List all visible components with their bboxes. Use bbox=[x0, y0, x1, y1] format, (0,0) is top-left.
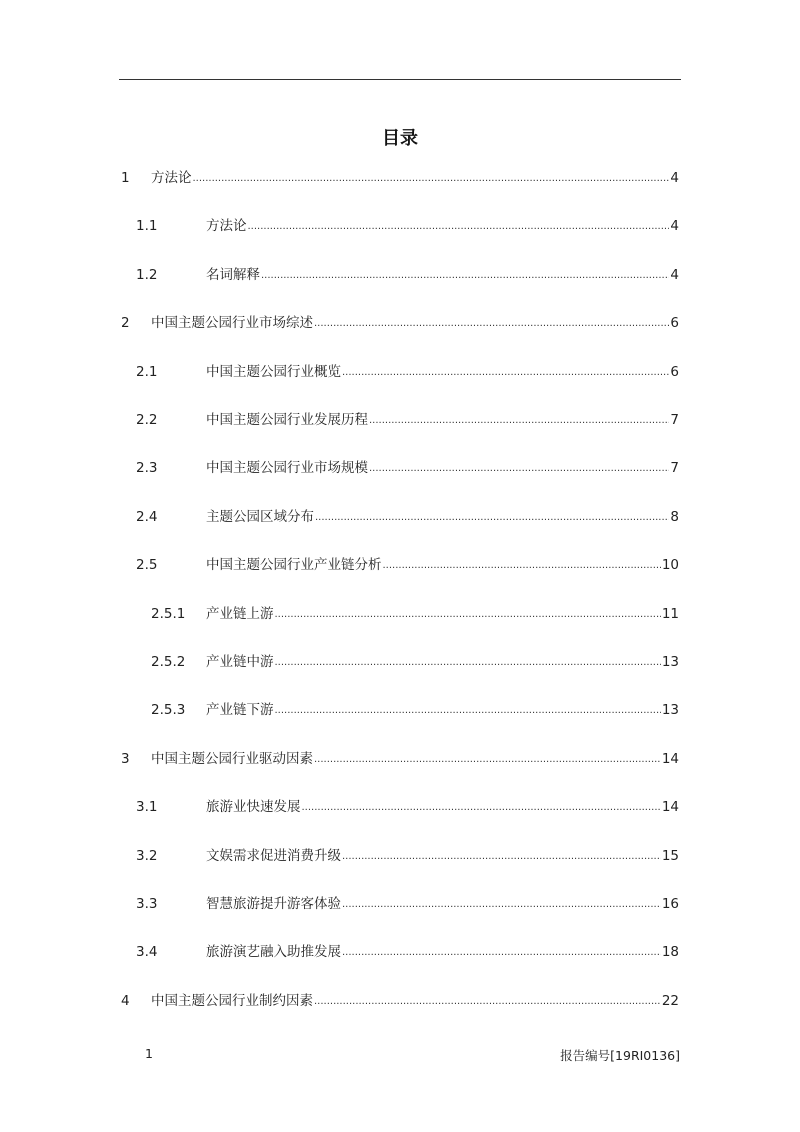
toc-entry[interactable] bbox=[136, 797, 679, 817]
toc-entry-title: 名词解释 bbox=[206, 267, 260, 283]
toc-entry[interactable] bbox=[136, 216, 679, 236]
toc-entry-title: 主题公园区域分布 bbox=[206, 509, 314, 525]
toc-dot-leader bbox=[342, 847, 661, 867]
toc-entry-title: 方法论 bbox=[206, 218, 247, 234]
toc-dot-leader bbox=[369, 459, 669, 479]
toc-entry-title: 产业链下游 bbox=[206, 702, 274, 718]
toc-entry-page: 8 bbox=[670, 509, 679, 525]
toc-entry[interactable] bbox=[136, 942, 679, 962]
toc-entry-title: 中国主题公园行业市场综述 bbox=[151, 315, 313, 331]
toc-entry-page: 4 bbox=[670, 267, 679, 283]
toc-entry[interactable] bbox=[151, 604, 679, 624]
toc-dot-leader bbox=[193, 169, 670, 189]
toc-entry-title: 中国主题公园行业发展历程 bbox=[206, 412, 368, 428]
toc-entry-number: 2.3 bbox=[136, 460, 158, 476]
toc-entry-page: 14 bbox=[661, 751, 679, 767]
toc-entry-number: 4 bbox=[121, 993, 130, 1009]
toc-dot-leader bbox=[369, 411, 669, 431]
toc-entry[interactable] bbox=[136, 410, 679, 430]
toc-entry-page: 6 bbox=[670, 364, 679, 380]
toc-entry-page: 7 bbox=[670, 460, 679, 476]
toc-entry-page: 7 bbox=[670, 412, 679, 428]
toc-entry-number: 2.1 bbox=[136, 364, 158, 380]
page-title: 目录 bbox=[382, 128, 418, 149]
toc-entry[interactable] bbox=[136, 555, 679, 575]
toc-entry[interactable] bbox=[121, 313, 679, 333]
toc-dot-leader bbox=[314, 750, 661, 770]
toc-entry-page: 10 bbox=[661, 557, 679, 573]
toc-entry-number: 2.4 bbox=[136, 509, 158, 525]
footer-page-number: 1 bbox=[145, 1046, 153, 1061]
toc-entry-title: 中国主题公园行业概览 bbox=[206, 364, 341, 380]
toc-entry-page: 13 bbox=[661, 702, 679, 718]
toc-entry[interactable] bbox=[136, 894, 679, 914]
toc-entry-number: 2.5.3 bbox=[151, 702, 186, 718]
toc-entry-page: 4 bbox=[670, 170, 679, 186]
header-rule bbox=[119, 79, 681, 80]
toc-dot-leader bbox=[275, 701, 661, 721]
toc-entry-page: 22 bbox=[661, 993, 679, 1009]
toc-dot-leader bbox=[314, 992, 661, 1012]
toc-entry-number: 2.5 bbox=[136, 557, 158, 573]
toc-entry-title: 产业链中游 bbox=[206, 654, 274, 670]
toc-dot-leader bbox=[342, 895, 661, 915]
toc-entry[interactable] bbox=[121, 749, 679, 769]
toc-dot-leader bbox=[261, 266, 669, 286]
toc-entry-page: 11 bbox=[661, 606, 679, 622]
toc-entry-page: 18 bbox=[661, 944, 679, 960]
toc-dot-leader bbox=[275, 605, 661, 625]
toc-entry-number: 2.5.2 bbox=[151, 654, 186, 670]
toc-entry[interactable] bbox=[136, 362, 679, 382]
toc-entry-number: 2 bbox=[121, 315, 130, 331]
toc-entry-title: 中国主题公园行业市场规模 bbox=[206, 460, 368, 476]
toc-entry-number: 1.2 bbox=[136, 267, 158, 283]
toc-entry-title: 方法论 bbox=[151, 170, 192, 186]
toc-entry[interactable] bbox=[136, 846, 679, 866]
toc-dot-leader bbox=[342, 363, 669, 383]
toc-entry-title: 旅游业快速发展 bbox=[206, 799, 301, 815]
toc-entry-page: 13 bbox=[661, 654, 679, 670]
toc-entry-page: 15 bbox=[661, 848, 679, 864]
toc-entry[interactable] bbox=[121, 991, 679, 1011]
toc-entry-number: 3.1 bbox=[136, 799, 158, 815]
toc-entry-page: 4 bbox=[670, 218, 679, 234]
toc-entry[interactable] bbox=[136, 507, 679, 527]
toc-entry[interactable] bbox=[121, 168, 679, 188]
toc-dot-leader bbox=[342, 943, 661, 963]
toc-entry-title: 产业链上游 bbox=[206, 606, 274, 622]
toc-entry[interactable] bbox=[151, 652, 679, 672]
toc-entry-title: 中国主题公园行业制约因素 bbox=[151, 993, 313, 1009]
toc-entry-number: 3.4 bbox=[136, 944, 158, 960]
toc-entry-number: 2.5.1 bbox=[151, 606, 186, 622]
toc-entry-number: 3.2 bbox=[136, 848, 158, 864]
toc-entry[interactable] bbox=[136, 458, 679, 478]
toc-entry-title: 中国主题公园行业产业链分析 bbox=[206, 557, 382, 573]
toc-entry-page: 6 bbox=[670, 315, 679, 331]
toc-dot-leader bbox=[302, 798, 661, 818]
toc-entry-title: 智慧旅游提升游客体验 bbox=[206, 896, 341, 912]
toc-entry-number: 3.3 bbox=[136, 896, 158, 912]
toc-entry-title: 旅游演艺融入助推发展 bbox=[206, 944, 341, 960]
toc-entry-page: 14 bbox=[661, 799, 679, 815]
toc-entry-number: 3 bbox=[121, 751, 130, 767]
toc-entry-number: 1 bbox=[121, 170, 130, 186]
toc-dot-leader bbox=[383, 556, 661, 576]
toc-entry[interactable] bbox=[136, 265, 679, 285]
footer-report-code: 报告编号[19RI0136] bbox=[560, 1048, 680, 1063]
toc-entry[interactable] bbox=[151, 700, 679, 720]
toc-dot-leader bbox=[248, 217, 670, 237]
toc-entry-number: 1.1 bbox=[136, 218, 158, 234]
toc-entry-page: 16 bbox=[661, 896, 679, 912]
toc-dot-leader bbox=[315, 508, 669, 528]
toc-entry-number: 2.2 bbox=[136, 412, 158, 428]
toc-entry-title: 中国主题公园行业驱动因素 bbox=[151, 751, 313, 767]
toc-entry-title: 文娱需求促进消费升级 bbox=[206, 848, 341, 864]
toc-dot-leader bbox=[314, 314, 669, 334]
toc-dot-leader bbox=[275, 653, 661, 673]
